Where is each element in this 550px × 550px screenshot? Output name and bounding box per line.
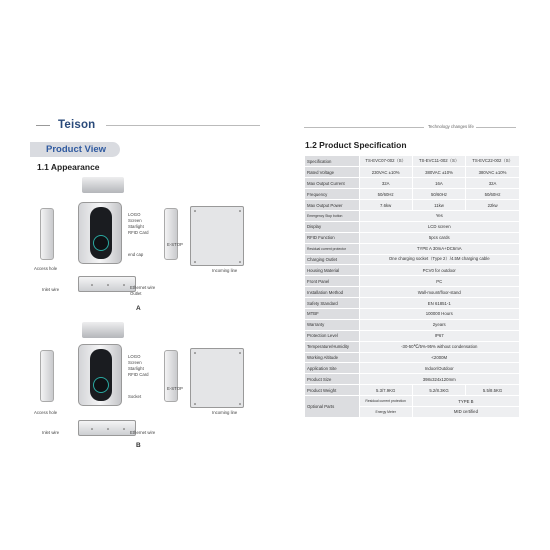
table-row <box>305 298 519 309</box>
label-ethernet: Ethernet wire <box>130 430 156 435</box>
spec-value: Indoor/Outdoor <box>359 363 519 374</box>
spec-key: Rated Voltage <box>305 167 359 178</box>
label-screen: Screen <box>128 360 142 365</box>
port-dot <box>123 428 125 430</box>
spec-value: 5.5/8.5KG <box>466 385 519 396</box>
screw-dot <box>194 210 196 212</box>
label-incoming: Incoming line <box>212 268 238 273</box>
header-rule <box>36 125 50 126</box>
spec-key: Max Output Current <box>305 178 359 189</box>
table-row <box>305 243 519 254</box>
section-heading <box>30 142 120 157</box>
table-row <box>305 276 519 287</box>
label-starlight: Starlight <box>128 366 144 371</box>
figure-a-letter: A <box>136 305 141 312</box>
screw-dot <box>239 403 241 405</box>
charging-ring <box>93 377 109 393</box>
spec-value: LCD screen <box>359 221 519 232</box>
spec-key: Front Panel <box>305 276 359 287</box>
spec-value: 380VAC ±10% <box>466 167 519 178</box>
spec-key: Application Site <box>305 363 359 374</box>
spec-value: 22kw <box>466 200 519 211</box>
label-incoming: Incoming line <box>212 410 238 415</box>
spec-value: TS-EVC11-002（S） <box>412 156 465 167</box>
device-top-view <box>82 322 124 338</box>
port-dot <box>91 428 93 430</box>
screw-dot <box>194 261 196 263</box>
spec-value: PCV0 for outdoor <box>359 265 519 276</box>
label-inlet: Inlet wire <box>42 430 60 435</box>
table-row <box>305 308 519 319</box>
charging-ring <box>93 235 109 251</box>
spec-key: RFID Function <box>305 232 359 243</box>
appearance-subheading: 1.1 Appearance <box>37 162 100 172</box>
device-back-view <box>190 206 244 266</box>
spec-title: 1.2 Product Specification <box>305 140 407 150</box>
device-top-view <box>82 177 124 193</box>
spec-key: Emergency Stop button <box>305 210 359 221</box>
spec-table <box>305 156 519 418</box>
table-row <box>305 232 519 243</box>
device-bottom-view <box>78 420 136 436</box>
table-row <box>305 396 519 407</box>
device-front-view <box>78 202 122 264</box>
table-row <box>305 189 519 200</box>
device-front-view <box>78 344 122 406</box>
label-rfid: RFID Card <box>128 230 149 235</box>
table-row <box>305 352 519 363</box>
screw-dot <box>194 403 196 405</box>
spec-subkey: Residual current protection <box>359 396 412 407</box>
table-row <box>305 341 519 352</box>
spec-key: Product Size <box>305 374 359 385</box>
header-rule <box>476 127 516 128</box>
spec-value: MID certified <box>412 406 519 417</box>
spec-value: One charging socket（Type 2）/4.5M charging cable <box>359 254 519 265</box>
table-row <box>305 200 519 211</box>
label-outlet: Outlet <box>130 291 142 296</box>
device-side-view <box>40 208 54 260</box>
table-row <box>305 167 519 178</box>
label-socket: Socket <box>128 394 142 399</box>
label-access-hole: Access hole <box>34 266 58 271</box>
label-rfid: RFID Card <box>128 372 149 377</box>
table-row <box>305 385 519 396</box>
spec-value: 50/60Hz <box>466 189 519 200</box>
table-row <box>305 330 519 341</box>
figure-b-letter: B <box>136 442 141 449</box>
port-dot <box>107 284 109 286</box>
spec-value: 398x324x120mm <box>359 374 519 385</box>
screw-dot <box>239 210 241 212</box>
device-panel <box>90 349 112 401</box>
brand-logo: Teison <box>58 119 96 131</box>
spec-value: 5.3/7.9KG <box>359 385 412 396</box>
section-heading-label: Product View <box>46 144 107 155</box>
spec-key: Max Output Power <box>305 200 359 211</box>
device-bottom-view <box>78 276 136 292</box>
spec-key: Protection Level <box>305 330 359 341</box>
spec-value: -30-50℃/5%-95% without condensation <box>359 341 519 352</box>
label-inlet: Inlet wire <box>42 287 60 292</box>
label-screen: Screen <box>128 218 142 223</box>
table-row <box>305 265 519 276</box>
tagline: Technology changes life <box>428 124 474 129</box>
spec-key: MTBF <box>305 308 359 319</box>
label-starlight: Starlight <box>128 224 144 229</box>
spec-value: <2000M <box>359 352 519 363</box>
table-row <box>305 319 519 330</box>
spec-key: Product Weight <box>305 385 359 396</box>
spec-value: Wall-mount/floor-stand <box>359 287 519 298</box>
spec-value: 380VAC ±10% <box>412 167 465 178</box>
spec-key: Optional Parts <box>305 396 359 418</box>
screw-dot <box>239 261 241 263</box>
label-end-cap: end cap <box>128 252 144 257</box>
table-row <box>305 374 519 385</box>
device-back-view <box>190 348 244 408</box>
spec-key: Housing Material <box>305 265 359 276</box>
label-logo: LOGO <box>128 354 141 359</box>
spec-value: 50/60Hz <box>359 189 412 200</box>
label-access-hole: Access hole <box>34 410 58 415</box>
spec-value: 7.6kw <box>359 200 412 211</box>
label-estop: E-STOP <box>167 386 183 391</box>
label-logo: LOGO <box>128 212 141 217</box>
port-dot <box>123 284 125 286</box>
spec-key: Installation Method <box>305 287 359 298</box>
right-page <box>290 100 530 450</box>
spec-value: TYPE B <box>412 396 519 407</box>
spec-value: EN 61851-1 <box>359 298 519 309</box>
spec-value: 11kw <box>412 200 465 211</box>
header-rule <box>304 127 424 128</box>
spec-value: 230VAC ±10% <box>359 167 412 178</box>
screw-dot <box>239 352 241 354</box>
left-page <box>20 100 272 450</box>
label-ethernet: Ethernet wire <box>130 285 156 290</box>
label-estop: E-STOP <box>167 242 183 247</box>
table-row <box>305 287 519 298</box>
table-row <box>305 363 519 374</box>
table-row <box>305 178 519 189</box>
spec-value: 32A <box>466 178 519 189</box>
port-dot <box>91 284 93 286</box>
spec-key: Working Altitude <box>305 352 359 363</box>
spec-value: 100000 Hours <box>359 308 519 319</box>
spec-value: TS-EVC22-002（S） <box>466 156 519 167</box>
spec-subkey: Energy Meter <box>359 406 412 417</box>
table-row <box>305 156 519 167</box>
port-dot <box>107 428 109 430</box>
device-panel <box>90 207 112 259</box>
table-row <box>305 221 519 232</box>
spec-value: 2years <box>359 319 519 330</box>
spec-value: IP67 <box>359 330 519 341</box>
spec-value: 16A <box>412 178 465 189</box>
spec-key: Display <box>305 221 359 232</box>
spec-value: 50/60Hz <box>412 189 465 200</box>
spec-value: TS-EVC07-002（S） <box>359 156 412 167</box>
device-side-view-right <box>164 350 178 402</box>
spec-key: Residual current protector <box>305 243 359 254</box>
spec-key: Warranty <box>305 319 359 330</box>
spec-key: Safety Standard <box>305 298 359 309</box>
spec-value: Yes <box>359 210 519 221</box>
spec-value: TYPE A 30mA+DC6mA <box>359 243 519 254</box>
spec-key: Frequency <box>305 189 359 200</box>
header-rule <box>106 125 260 126</box>
spec-key: Temperature/Humidity <box>305 341 359 352</box>
device-side-view <box>40 350 54 402</box>
table-row <box>305 210 519 221</box>
spec-value: 5pcs cards <box>359 232 519 243</box>
spec-key: Charging Outlet <box>305 254 359 265</box>
brand-header <box>36 119 260 133</box>
spec-value: 5.2/8.3KG <box>412 385 465 396</box>
screw-dot <box>194 352 196 354</box>
spec-key: Specification <box>305 156 359 167</box>
spec-value: PC <box>359 276 519 287</box>
device-side-view-right <box>164 208 178 260</box>
table-row <box>305 254 519 265</box>
spec-value: 32A <box>359 178 412 189</box>
